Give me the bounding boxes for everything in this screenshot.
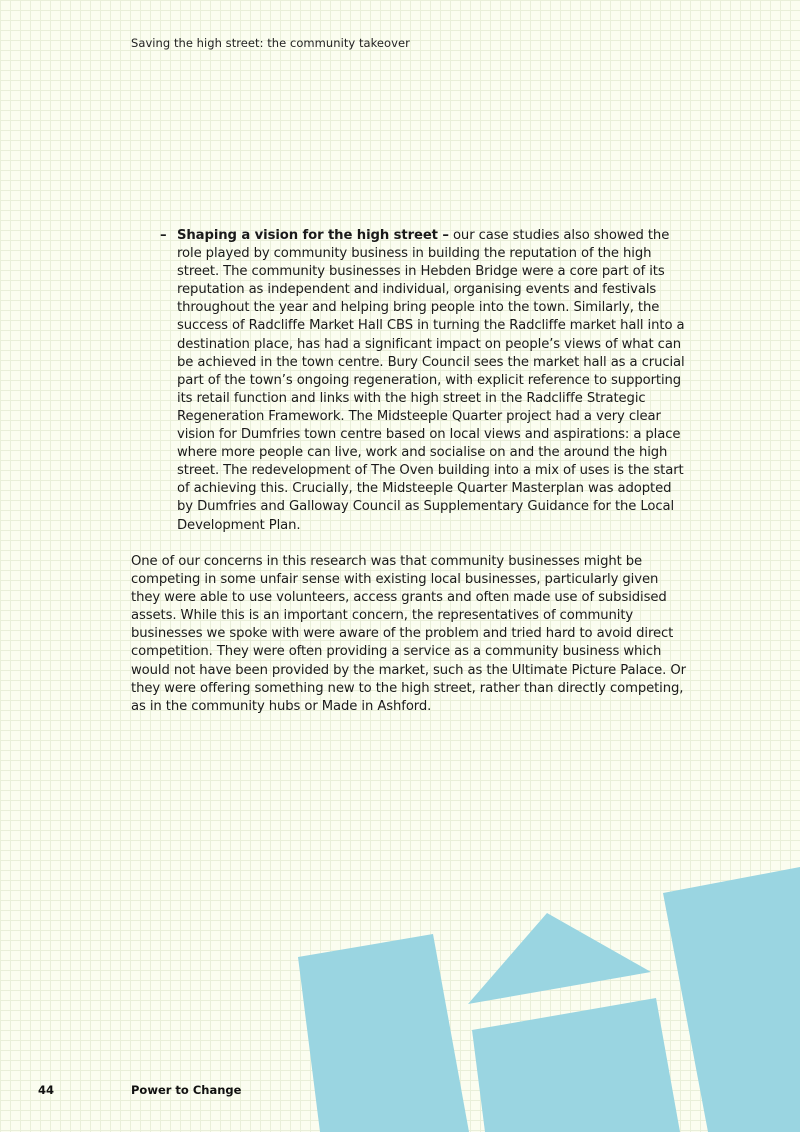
roof-triangle-shape [468, 913, 651, 1004]
publisher-name: Power to Change [131, 1083, 242, 1097]
bullet-marker: – [160, 228, 167, 243]
bullet-body: our case studies also showed the role played by community business in building the reputation of the high street. The community businesses in Hebden Bridge were a core part of its reputation as independent and individual, organising events and festivals throughout the year and helping bring people into the town. Similarly, the success of Radcliffe Market Hall CBS in turning the Radcliffe market hall into a destination place, has had a significant impact on people’s views of what can be achieved in the town centre. Bury Council sees the market hall as a crucial part of the town’s ongoing regeneration, with explicit reference to supporting its retail function and links with the high street in the Radcliffe Strategic Regeneration Framework. The Midsteeple Quarter project had a very clear vision for Dumfries town centre based on local views and aspirations: a place where more people can live, work and socialise on and the around the high street. The redevelopment of The Oven building into a mix of uses is the start of achieving this. Crucially, the Midsteeple Quarter Masterplan was adopted by Dumfries and Galloway Council as Supplementary Guidance for the Local Development Plan. [177, 228, 685, 533]
bullet-heading: Shaping a vision for the high street – [177, 228, 449, 243]
building-shape-middle [472, 998, 680, 1132]
page-number: 44 [38, 1083, 55, 1097]
building-shape-left [298, 934, 469, 1132]
body-paragraph: One of our concerns in this research was that community businesses might be competing in some unfair sense with existing local businesses, particularly given they were able to use volunteers, access grants and often made use of subsidised assets. While this is an important concern, the representatives of community businesses we spoke with were aware of the problem and tried hard to avoid direct competition. They were often providing a service as a community business which would not have been provided by the market, such as the Ultimate Picture Palace. Or they were offering something new to the high street, rather than directly competing, as in the community hubs or Made in Ashford. [131, 554, 686, 714]
building-shape-right [663, 867, 800, 1132]
running-header: Saving the high street: the community takeover [131, 36, 410, 50]
